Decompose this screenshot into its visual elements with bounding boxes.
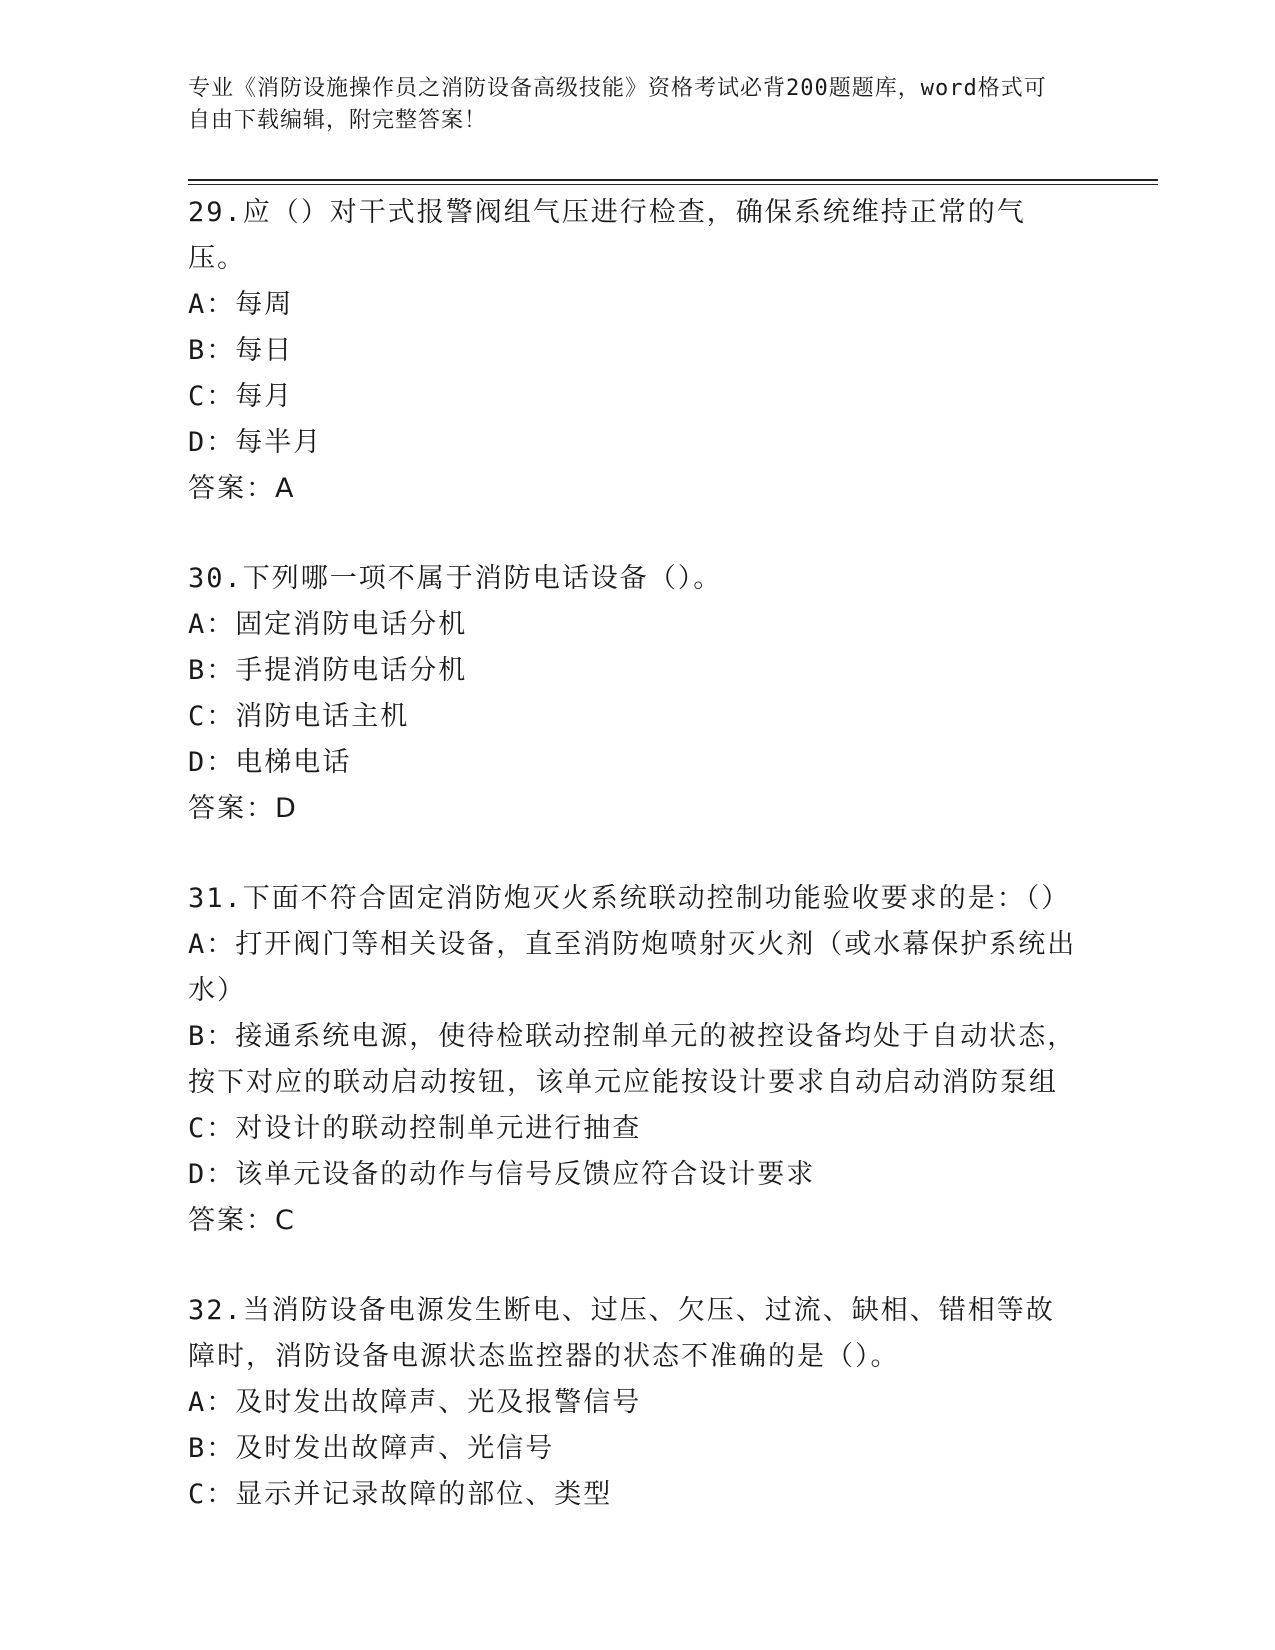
option-a: A：每周 [188,289,294,320]
question-stem: 32.当消防设备电源发生断电、过压、欠压、过流、缺相、错相等故障时，消防设备电源状态监控器的状态不准确的是（）。 [188,1295,1055,1372]
question-stem: 29.应（）对干式报警阀组气压进行检查，确保系统维持正常的气压。 [188,197,1026,274]
header-text: 专业《消防设施操作员之消防设备高级技能》资格考试必背200题题库，word格式可自由下载编辑，附完整答案！ [188,76,1047,133]
option-b: B：手提消防电话分机 [188,655,468,686]
option-a: A：固定消防电话分机 [188,609,468,640]
option-d: D：该单元设备的动作与信号反馈应符合设计要求 [188,1159,816,1190]
option-b: B：每日 [188,335,294,366]
question-31 [188,876,1078,1244]
question-stem: 31.下面不符合固定消防炮灭火系统联动控制功能验收要求的是：（） [188,883,1071,914]
question-29 [188,190,1078,512]
question-list [188,190,1078,1562]
option-d: D：电梯电话 [188,747,352,778]
option-c: C：对设计的联动控制单元进行抽查 [188,1113,642,1144]
option-c: C：每月 [188,381,294,412]
question-stem: 30.下列哪一项不属于消防电话设备（）。 [188,563,723,594]
question-32 [188,1288,1078,1518]
answer: 答案：D [188,793,298,824]
option-b: B：接通系统电源，使待检联动控制单元的被控设备均处于自动状态，按下对应的联动启动按钮，该单元应能按设计要求自动启动消防泵组 [188,1021,1077,1098]
option-a: A：打开阀门等相关设备，直至消防炮喷射灭火剂（或水幕保护系统出水） [188,929,1077,1006]
option-d: D：每半月 [188,427,323,458]
question-30 [188,556,1078,832]
option-c: C：消防电话主机 [188,701,410,732]
document-header [188,73,1068,137]
option-a: A：及时发出故障声、光及报警信号 [188,1387,642,1418]
answer: 答案：C [188,1205,296,1236]
option-c: C：显示并记录故障的部位、类型 [188,1479,613,1510]
header-divider-thin [188,184,1158,185]
header-divider-thick [188,179,1158,181]
answer: 答案：A [188,473,296,504]
option-b: B：及时发出故障声、光信号 [188,1433,555,1464]
